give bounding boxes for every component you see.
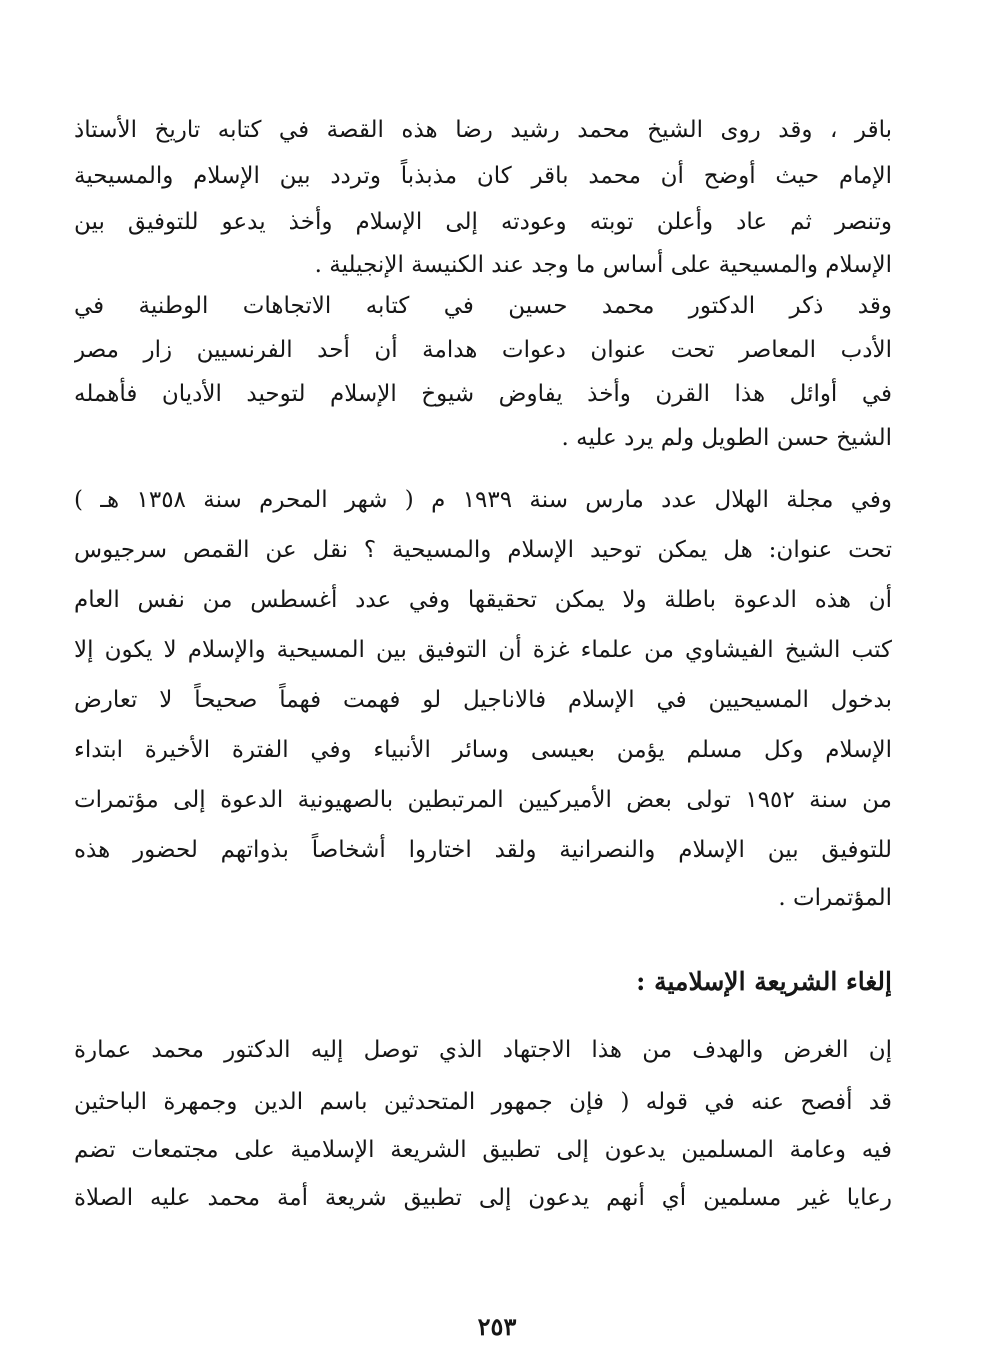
section-heading: إلغاء الشريعة الإسلامية : [636,967,892,996]
body-line: وفي مجلة الهلال عدد مارس سنة ١٩٣٩ م ( شهر المحرم سنة ١٣٥٨ هـ ) [74,487,892,513]
body-line: للتوفيق بين الإسلام والنصرانية ولقد اختاروا أشخاصاً بذواتهم لحضور هذه [74,837,892,863]
body-line: أن هذه الدعوة باطلة ولا يمكن تحقيقها وفي عدد أغسطس من نفس العام [74,587,892,613]
body-line: رعايا غير مسلمين أي أنهم يدعون إلى تطبيق شريعة أمة محمد عليه الصلاة [74,1185,892,1211]
body-line: باقر ، وقد روى الشيخ محمد رشيد رضا هذه القصة في كتابه تاريخ الأستاذ [74,117,892,143]
body-line: إن الغرض والهدف من هذا الاجتهاد الذي توصل إليه الدكتور محمد عمارة [74,1037,892,1063]
body-line: الإسلام والمسيحية على أساس ما وجد عند الكنيسة الإنجيلية . [314,252,892,278]
body-line: الإمام حيث أوضح أن محمد باقر كان مذبذباً وتردد بين الإسلام والمسيحية [74,163,892,189]
body-line: المؤتمرات . [778,885,892,911]
body-line: وتنصر ثم عاد وأعلن توبته وعودته إلى الإسلام وأخذ يدعو للتوفيق بين [74,209,892,235]
body-line: في أوائل هذا القرن وأخذ يفاوض شيوخ الإسلام لتوحيد الأديان فأهمله [74,381,892,407]
body-line: من سنة ١٩٥٢ تولى بعض الأميركيين المرتبطين بالصهيونية الدعوة إلى مؤتمرات [74,787,892,813]
body-line: قد أفصح عنه في قوله ( فإن جمهور المتحدثين باسم الدين وجمهرة الباحثين [74,1089,892,1115]
body-line: تحت عنوان: هل يمكن توحيد الإسلام والمسيحية ؟ نقل عن القمص سرجيوس [74,537,892,563]
page-number: ٢٥٣ [477,1312,517,1341]
body-line: وقد ذكر الدكتور محمد حسين في كتابه الاتجاهات الوطنية في [74,293,892,319]
body-line: الإسلام وكل مسلم يؤمن بعيسى وسائر الأنبياء وفي الفترة الأخيرة ابتداء [74,737,892,763]
body-line: بدخول المسيحيين في الإسلام فالاناجيل لو فهمت فهماً صحيحاً لا تعارض [74,687,892,713]
body-line: كتب الشيخ الفيشاوي من علماء غزة أن التوفيق بين المسيحية والإسلام لا يكون إلا [74,637,892,663]
body-line: الشيخ حسن الطويل ولم يرد عليه . [561,425,892,451]
body-line: الأدب المعاصر تحت عنوان دعوات هدامة أن أحد الفرنسيين زار مصر [74,337,892,363]
body-line: فيه وعامة المسلمين يدعون إلى تطبيق الشريعة الإسلامية على مجتمعات تضم [74,1137,892,1163]
